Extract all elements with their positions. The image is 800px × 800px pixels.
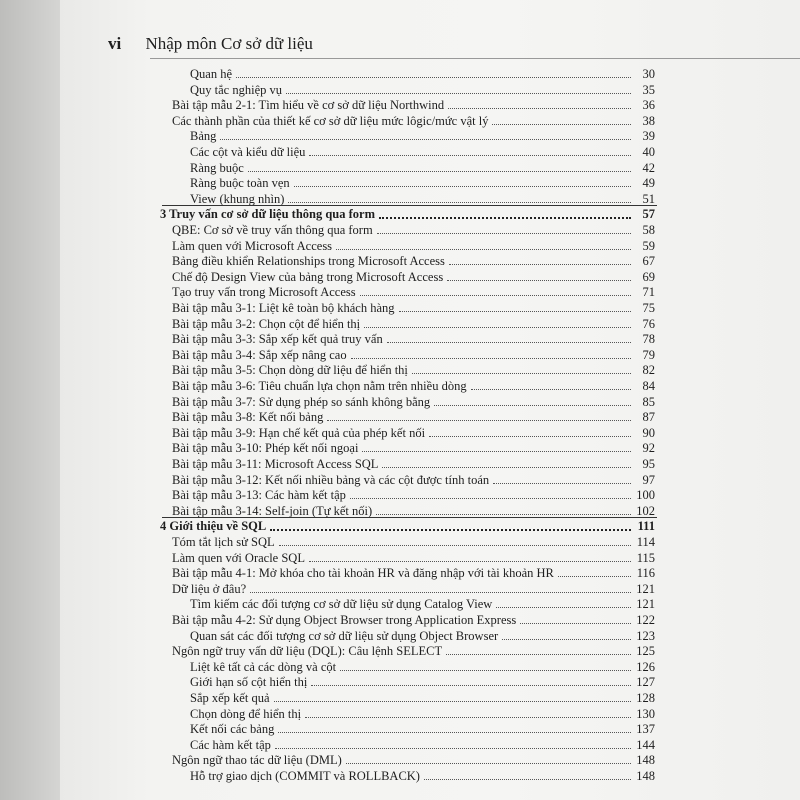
entry-page-number: 38 bbox=[642, 113, 655, 128]
entry-page-number: 148 bbox=[636, 769, 655, 783]
entry-page-number: 30 bbox=[642, 67, 655, 81]
entry-page-number: 130 bbox=[636, 706, 655, 721]
toc-entry bbox=[0, 175, 800, 191]
entry-page-number: 39 bbox=[642, 129, 655, 144]
entry-title: Chọn dòng để hiển thị bbox=[190, 706, 302, 721]
dot-leader bbox=[350, 498, 631, 499]
entry-title: Các thành phần của thiết kế cơ sở dữ liệu mức lôgic/mức vật lý bbox=[172, 113, 489, 128]
entry-title: Bài tập mẫu 3-5: Chọn dòng dữ liệu để hiển thị bbox=[172, 363, 408, 378]
entry-page-number: 122 bbox=[636, 613, 655, 627]
entry-page-number: 42 bbox=[642, 160, 655, 175]
dot-leader bbox=[309, 155, 631, 156]
entry-title: Bài tập mẫu 3-1: Liệt kê toàn bộ khách hàng bbox=[172, 301, 395, 315]
dot-leader bbox=[448, 108, 631, 109]
toc-entry bbox=[0, 269, 800, 285]
dot-leader bbox=[493, 483, 631, 484]
entry-page-number: 85 bbox=[642, 394, 655, 409]
entry-page-number: 40 bbox=[642, 145, 655, 159]
entry-page-number: 127 bbox=[636, 675, 655, 690]
toc-entry bbox=[0, 565, 800, 581]
dot-leader bbox=[275, 748, 631, 749]
dot-leader bbox=[309, 561, 631, 562]
entry-title: Chế độ Design View của bảng trong Microsoft Access bbox=[172, 269, 444, 284]
dot-leader bbox=[496, 607, 631, 608]
toc-entry bbox=[0, 394, 800, 410]
entry-title: Giới hạn số cột hiển thị bbox=[190, 675, 308, 690]
toc-entry bbox=[0, 316, 800, 332]
entry-title: Bài tập mẫu 3-9: Hạn chế kết quả của phép kết nối bbox=[172, 425, 426, 440]
entry-title: Ngôn ngữ thao tác dữ liệu (DML) bbox=[172, 753, 342, 768]
entry-page-number: 49 bbox=[642, 176, 655, 191]
entry-page-number: 137 bbox=[636, 722, 655, 737]
entry-title: Tạo truy vấn trong Microsoft Access bbox=[172, 285, 356, 300]
toc-entry bbox=[0, 66, 800, 82]
toc-entry bbox=[0, 222, 800, 238]
dot-leader bbox=[492, 124, 631, 125]
dot-leader bbox=[434, 405, 631, 406]
toc-entry bbox=[0, 503, 800, 519]
toc-entry bbox=[0, 191, 800, 207]
entry-title: Bảng bbox=[190, 129, 217, 144]
header-page-number: vi bbox=[108, 34, 122, 53]
entry-title: Quan hệ bbox=[190, 67, 232, 81]
entry-page-number: 87 bbox=[642, 410, 655, 425]
entry-page-number: 78 bbox=[642, 332, 655, 347]
dot-leader bbox=[379, 217, 631, 219]
header-rule bbox=[150, 58, 800, 59]
toc-entry bbox=[0, 144, 800, 160]
toc-entry bbox=[0, 721, 800, 737]
entry-page-number: 51 bbox=[642, 191, 655, 206]
dot-leader bbox=[412, 373, 631, 374]
dot-leader bbox=[446, 654, 631, 655]
entry-title: Kết nối các bảng bbox=[190, 722, 275, 737]
entry-title: Làm quen với Oracle SQL bbox=[172, 550, 305, 565]
entry-title: Các hàm kết tập bbox=[190, 737, 271, 752]
entry-title: Bài tập mẫu 3-11: Microsoft Access SQL bbox=[172, 457, 379, 471]
toc-entry bbox=[0, 752, 800, 768]
entry-title: Bài tập mẫu 3-6: Tiêu chuẩn lựa chọn nằm trên nhiều dòng bbox=[172, 379, 467, 393]
entry-page-number: 114 bbox=[636, 535, 655, 549]
chapter-entry bbox=[0, 206, 800, 222]
entry-title: Bài tập mẫu 3-12: Kết nối nhiều bảng và các cột được tính toán bbox=[172, 472, 490, 487]
dot-leader bbox=[294, 186, 631, 187]
entry-title: Quan sát các đối tượng cơ sở dữ liệu sử dụng Object Browser bbox=[190, 628, 499, 643]
toc-entry bbox=[0, 160, 800, 176]
dot-leader bbox=[502, 639, 631, 640]
running-header bbox=[108, 34, 313, 54]
entry-title: Bài tập mẫu 4-1: Mở khóa cho tài khoản HR và đăng nhập với tài khoản HR bbox=[172, 566, 554, 581]
dot-leader bbox=[387, 342, 631, 343]
dot-leader bbox=[449, 264, 631, 265]
entry-page-number: 57 bbox=[642, 207, 655, 222]
entry-title: Bài tập mẫu 3-7: Sử dụng phép so sánh không bằng bbox=[172, 394, 431, 409]
dot-leader bbox=[336, 249, 631, 250]
toc-entry bbox=[0, 113, 800, 129]
entry-title: Tóm tắt lịch sử SQL bbox=[172, 535, 275, 549]
toc-entry bbox=[0, 628, 800, 644]
toc-entry bbox=[0, 706, 800, 722]
entry-title: 4 Giới thiệu về SQL bbox=[160, 519, 267, 534]
entry-title: Liệt kê tất cả các dòng và cột bbox=[190, 659, 337, 674]
entry-page-number: 69 bbox=[642, 269, 655, 284]
entry-title: Làm quen với Microsoft Access bbox=[172, 238, 333, 253]
entry-title: View (khung nhìn) bbox=[190, 191, 285, 206]
chapter-separator bbox=[162, 517, 657, 518]
toc-entry bbox=[0, 737, 800, 753]
toc-entry bbox=[0, 347, 800, 363]
entry-title: Ngôn ngữ truy vấn dữ liệu (DQL): Câu lệnh SELECT bbox=[172, 644, 443, 659]
entry-title: Sắp xếp kết quả bbox=[190, 691, 270, 705]
dot-leader bbox=[558, 576, 631, 577]
dot-leader bbox=[278, 732, 631, 733]
entry-title: Ràng buộc toàn vẹn bbox=[190, 176, 290, 191]
entry-title: QBE: Cơ sở về truy vấn thông qua form bbox=[172, 223, 373, 237]
entry-page-number: 59 bbox=[642, 238, 655, 253]
entry-page-number: 111 bbox=[637, 519, 655, 534]
dot-leader bbox=[286, 93, 631, 94]
entry-title: Bài tập mẫu 3-8: Kết nối bảng bbox=[172, 410, 324, 425]
entry-title: Bảng điều khiển Relationships trong Microsoft Access bbox=[172, 254, 445, 269]
dot-leader bbox=[399, 311, 631, 312]
entry-title: Tìm kiếm các đối tượng cơ sở dữ liệu sử dụng Catalog View bbox=[190, 597, 493, 612]
entry-title: Bài tập mẫu 3-13: Các hàm kết tập bbox=[172, 488, 346, 503]
toc-entry bbox=[0, 284, 800, 300]
dot-leader bbox=[520, 623, 631, 624]
dot-leader bbox=[377, 233, 631, 234]
entry-title: Bài tập mẫu 3-4: Sắp xếp nâng cao bbox=[172, 347, 347, 362]
dot-leader bbox=[236, 77, 631, 78]
entry-page-number: 36 bbox=[642, 98, 655, 113]
dot-leader bbox=[447, 280, 631, 281]
toc-entry bbox=[0, 300, 800, 316]
entry-page-number: 95 bbox=[642, 457, 655, 471]
entry-page-number: 67 bbox=[642, 254, 655, 269]
entry-title: Hỗ trợ giao dịch (COMMIT và ROLLBACK) bbox=[190, 769, 420, 783]
toc-entry bbox=[0, 409, 800, 425]
entry-page-number: 125 bbox=[636, 644, 655, 659]
toc-entry bbox=[0, 612, 800, 628]
toc-entry bbox=[0, 238, 800, 254]
entry-page-number: 100 bbox=[636, 488, 655, 503]
toc-entry bbox=[0, 550, 800, 566]
toc-entry bbox=[0, 472, 800, 488]
entry-title: 3 Truy vấn cơ sở dữ liệu thông qua form bbox=[160, 207, 376, 222]
dot-leader bbox=[429, 436, 631, 437]
dot-leader bbox=[346, 763, 631, 764]
toc-entry bbox=[0, 659, 800, 675]
dot-leader bbox=[364, 327, 631, 328]
toc-entry bbox=[0, 534, 800, 550]
entry-page-number: 79 bbox=[642, 347, 655, 362]
entry-page-number: 75 bbox=[642, 301, 655, 315]
chapter-entry bbox=[0, 518, 800, 534]
entry-page-number: 148 bbox=[636, 753, 655, 768]
toc-entry bbox=[0, 440, 800, 456]
dot-leader bbox=[288, 202, 631, 203]
entry-page-number: 123 bbox=[636, 628, 655, 643]
dot-leader bbox=[362, 451, 631, 452]
entry-page-number: 144 bbox=[636, 737, 655, 752]
dot-leader bbox=[340, 670, 631, 671]
dot-leader bbox=[305, 717, 631, 718]
dot-leader bbox=[424, 779, 631, 780]
toc-entry bbox=[0, 97, 800, 113]
dot-leader bbox=[220, 139, 631, 140]
toc-entry bbox=[0, 690, 800, 706]
dot-leader bbox=[250, 592, 631, 593]
entry-title: Bài tập mẫu 2-1: Tìm hiểu về cơ sở dữ liệu Northwind bbox=[172, 98, 445, 113]
toc-entry bbox=[0, 674, 800, 690]
entry-page-number: 121 bbox=[636, 581, 655, 596]
toc-entry bbox=[0, 82, 800, 98]
toc-entry bbox=[0, 425, 800, 441]
entry-title: Bài tập mẫu 4-2: Sử dụng Object Browser trong Application Express bbox=[172, 613, 517, 627]
entry-page-number: 126 bbox=[636, 659, 655, 674]
entry-page-number: 97 bbox=[642, 472, 655, 487]
entry-page-number: 35 bbox=[642, 82, 655, 97]
dot-leader bbox=[248, 171, 631, 172]
entry-page-number: 58 bbox=[642, 223, 655, 237]
dot-leader bbox=[327, 420, 631, 421]
toc-entry bbox=[0, 378, 800, 394]
entry-page-number: 116 bbox=[636, 566, 655, 581]
entry-page-number: 76 bbox=[642, 316, 655, 331]
toc-entry bbox=[0, 768, 800, 784]
dot-leader bbox=[311, 685, 631, 686]
toc-entry bbox=[0, 331, 800, 347]
dot-leader bbox=[376, 514, 631, 515]
entry-page-number: 82 bbox=[642, 363, 655, 378]
entry-page-number: 102 bbox=[636, 503, 655, 518]
entry-page-number: 128 bbox=[636, 691, 655, 705]
toc-entry bbox=[0, 487, 800, 503]
header-title: Nhập môn Cơ sở dữ liệu bbox=[145, 34, 313, 53]
entry-title: Ràng buộc bbox=[190, 160, 244, 175]
dot-leader bbox=[382, 467, 631, 468]
entry-title: Các cột và kiểu dữ liệu bbox=[190, 145, 306, 159]
chapter-separator bbox=[162, 205, 657, 206]
toc-entry bbox=[0, 362, 800, 378]
entry-page-number: 71 bbox=[642, 285, 655, 300]
dot-leader bbox=[270, 529, 631, 531]
entry-page-number: 92 bbox=[642, 441, 655, 456]
toc-entry bbox=[0, 456, 800, 472]
toc-entry bbox=[0, 581, 800, 597]
entry-page-number: 90 bbox=[642, 425, 655, 440]
entry-title: Quy tắc nghiệp vụ bbox=[190, 82, 282, 97]
entry-title: Bài tập mẫu 3-10: Phép kết nối ngoại bbox=[172, 441, 359, 456]
dot-leader bbox=[279, 545, 631, 546]
dot-leader bbox=[360, 295, 631, 296]
toc-entry bbox=[0, 253, 800, 269]
entry-page-number: 84 bbox=[642, 379, 655, 393]
toc-entry bbox=[0, 643, 800, 659]
entry-title: Bài tập mẫu 3-14: Self-join (Tự kết nối) bbox=[172, 503, 373, 518]
dot-leader bbox=[351, 358, 631, 359]
entry-page-number: 121 bbox=[636, 597, 655, 612]
entry-title: Bài tập mẫu 3-3: Sắp xếp kết quả truy vấn bbox=[172, 332, 383, 347]
toc-entry bbox=[0, 596, 800, 612]
dot-leader bbox=[471, 389, 631, 390]
dot-leader bbox=[274, 701, 632, 702]
entry-title: Bài tập mẫu 3-2: Chọn cột để hiển thị bbox=[172, 316, 361, 331]
toc-entry bbox=[0, 128, 800, 144]
entry-title: Dữ liệu ở đâu? bbox=[172, 581, 247, 596]
entry-page-number: 115 bbox=[636, 550, 655, 565]
